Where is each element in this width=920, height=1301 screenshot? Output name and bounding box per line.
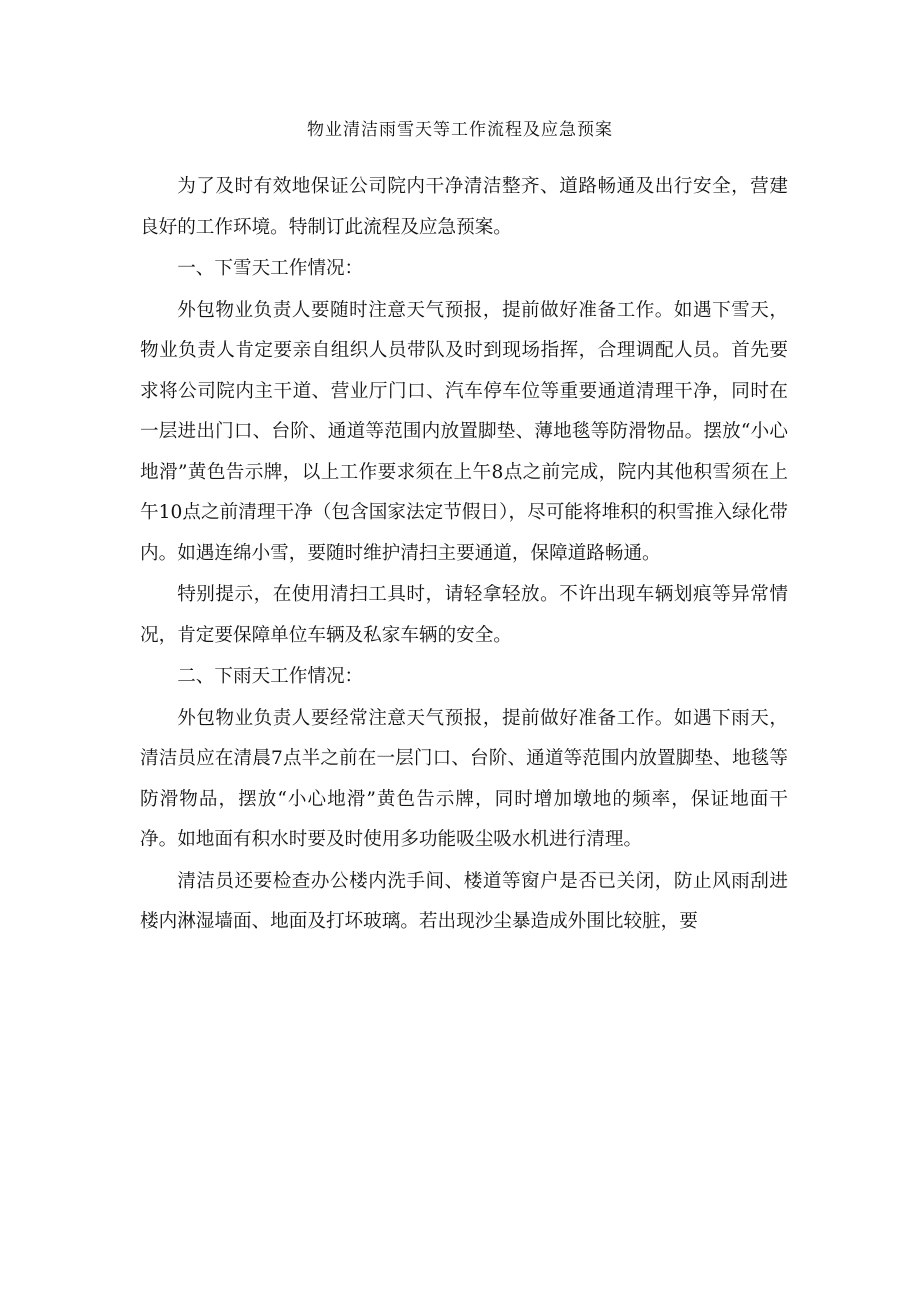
paragraph-rain-procedure: 外包物业负责人要经常注意天气预报，提前做好准备工作。如遇下雨天，清洁员应在清晨7点半之前在一层门口、台阶、通道等范围内放置脚垫、地毯等防滑物品，摆放“小心地滑”黄色告示牌，同时增加墩地的频率，保证地面干净。如地面有积水时要及时使用多功能吸尘吸水机进行清理。 — [140, 707, 788, 850]
section-heading-rain: 二、下雨天工作情况： — [177, 666, 364, 687]
document-title: 物业清洁雨雪天等工作流程及应急预案 — [307, 120, 613, 140]
document-body — [140, 167, 788, 943]
paragraph-window-check: 清洁员还要检查办公楼内洗手间、楼道等窗户是否已关闭，防止风雨刮进楼内淋湿墙面、地面及打坏玻璃。若出现沙尘暴造成外围比较脏，要 — [140, 870, 788, 932]
paragraph-snow-procedure: 外包物业负责人要随时注意天气预报，提前做好准备工作。如遇下雪天，物业负责人肯定要亲自组织人员带队及时到现场指挥，合理调配人员。首先要求将公司院内主干道、营业厅门口、汽车停车位等重要通道清理干净，同时在一层进出门口、台阶、通道等范围内放置脚垫、薄地毯等防滑物品。摆放“小心地滑”黄色告示牌，以上工作要求须在上午8点之前完成，院内其他积雪须在上午10点之前清理干净（包含国家法定节假日），尽可能将堆积的积雪推入绿化带内。如遇连绵小雪，要随时维护清扫主要通道，保障道路畅通。 — [140, 299, 788, 564]
paragraph-special-notice: 特别提示，在使用清扫工具时，请轻拿轻放。不许出现车辆划痕等异常情况，肯定要保障单位车辆及私家车辆的安全。 — [140, 584, 788, 646]
section-heading-snow: 一、下雪天工作情况： — [177, 258, 364, 279]
paragraph-intro: 为了及时有效地保证公司院内干净清洁整齐、道路畅通及出行安全，营建良好的工作环境。特制订此流程及应急预案。 — [140, 176, 788, 238]
